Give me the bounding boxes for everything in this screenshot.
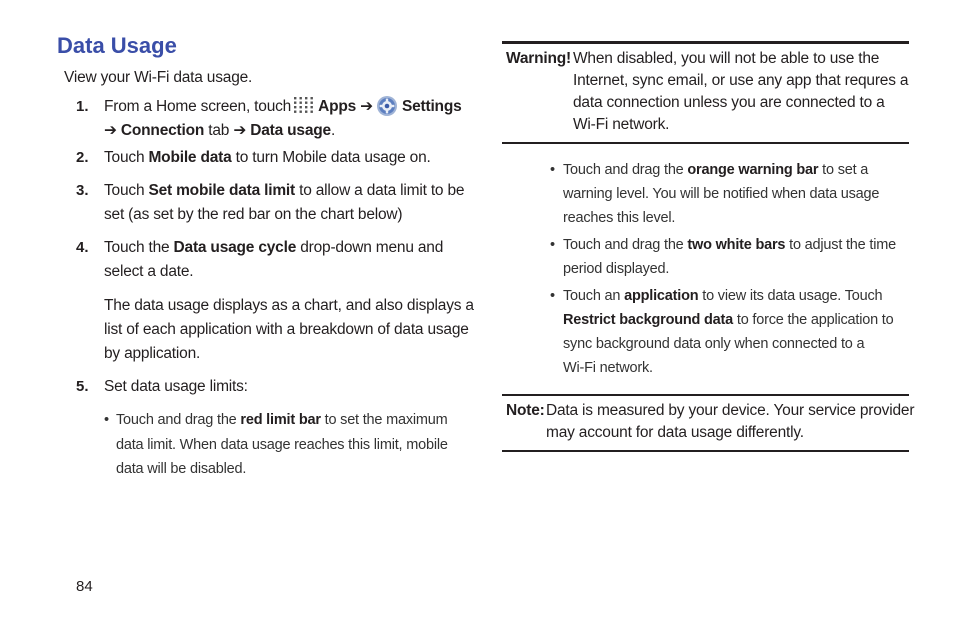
left-bullet-post: to set the maximum [320,412,448,428]
right-bullet-3-bold: application [624,288,699,304]
arrow-right-icon: ➔ [233,122,247,139]
warning-label: Warning! [506,50,571,67]
settings-label: Settings [401,98,462,115]
arrow-right-icon: ➔ [104,122,117,139]
step-2-bold: Mobile data [148,149,232,166]
step-2-pre: Touch [104,149,149,166]
arrow-right-icon: ➔ [360,98,373,115]
left-bullet-bold: red limit bar [240,412,321,428]
step-1-text: From a Home screen, touch [104,98,292,115]
bullet-dot: • [550,288,555,304]
right-bullet-1-line-2: warning level. You will be notified when data usage [563,186,880,202]
warning-line-4: Wi-Fi network. [573,116,670,133]
step-4-pre: Touch the [104,239,174,256]
right-bullet-3-post: to view its data usage. Touch [698,288,883,304]
right-bullet-3-bold-2: Restrict background data [563,312,734,328]
step-4-number: 4. [76,239,89,256]
right-bullet-3-line-4: Wi-Fi network. [563,360,653,376]
bullet-dot: • [550,162,555,178]
right-bullet-1-line-1 [563,158,868,183]
bullet-dot: • [550,237,555,253]
step-4-post: drop-down menu and [296,239,444,256]
note-label: Note: [506,402,545,419]
step-3-line-2: set (as set by the red bar on the chart below) [104,206,403,223]
note-top-rule [502,394,909,396]
right-bullet-1-post: to set a [818,162,869,178]
note-line-2: may account for data usage differently. [546,424,804,441]
note-line-1: Data is measured by your device. Your service provider [546,402,915,419]
warning-line-3: data connection unless you are connected to a [573,94,885,111]
right-bullet-3-post-2: to force the application to [733,312,894,328]
connection-label: Connection [120,122,205,139]
step-4-line-2: select a date. [104,263,194,280]
period: . [330,122,336,139]
right-bullet-3-line-1 [563,284,882,309]
step-2-number: 2. [76,149,89,166]
right-bullet-1-line-3: reaches this level. [563,210,676,226]
step-3-pre: Touch [104,182,149,199]
apps-label: Apps [318,98,357,115]
warning-top-rule [502,41,909,44]
data-usage-label: Data usage [250,122,331,139]
warning-bottom-rule [502,142,909,144]
bullet-dot: • [104,412,109,428]
apps-grid-icon [293,96,315,114]
step-3-post: to allow a data limit to be [295,182,465,199]
left-bullet-line-3: data will be disabled. [116,461,247,477]
left-bullet-line-2: data limit. When data usage reaches this limit, mobile [116,437,448,453]
right-bullet-2-post: to adjust the time [785,237,896,253]
step-2-post: to turn Mobile data usage on. [231,149,431,166]
step-1-line-2 [104,119,335,143]
settings-gear-icon [376,95,398,117]
warning-line-2: Internet, sync email, or use any app that requres a [573,72,909,89]
right-bullet-1-bold: orange warning bar [687,162,819,178]
right-bullet-3-line-3: sync background data only when connected to a [563,336,865,352]
step-1-number: 1. [76,98,89,115]
step-5-text: Set data usage limits: [104,378,248,395]
tab-word: tab [208,122,230,139]
page-title: Data Usage [57,33,177,58]
note-bottom-rule [502,450,909,452]
step-5-number: 5. [76,378,89,395]
step-3-bold: Set mobile data limit [148,182,295,199]
step-3-number: 3. [76,182,89,199]
right-bullet-3-line-2 [563,308,894,333]
step-2-line-1 [104,146,431,170]
page-number: 84 [76,578,93,595]
step-4-line-1 [104,236,443,260]
right-bullet-2-bold: two white bars [687,237,786,253]
right-bullet-3-pre: Touch an [563,288,625,304]
right-bullet-2-pre: Touch and drag the [563,237,688,253]
warning-line-1: When disabled, you will not be able to use the [573,50,880,67]
step-1-line-1 [104,95,462,119]
right-bullet-2-line-1 [563,233,896,258]
paragraph-line-3: by application. [104,345,201,362]
step-4-bold: Data usage cycle [173,239,297,256]
right-bullet-2-line-2: period displayed. [563,261,670,277]
paragraph-line-2: list of each application with a breakdown of data usage [104,321,469,338]
left-bullet-pre: Touch and drag the [116,412,241,428]
step-3-line-1 [104,179,464,203]
paragraph-line-1: The data usage displays as a chart, and also displays a [104,297,474,314]
left-bullet-line-1 [116,408,448,433]
intro-text: View your Wi-Fi data usage. [64,69,253,86]
right-bullet-1-pre: Touch and drag the [563,162,688,178]
